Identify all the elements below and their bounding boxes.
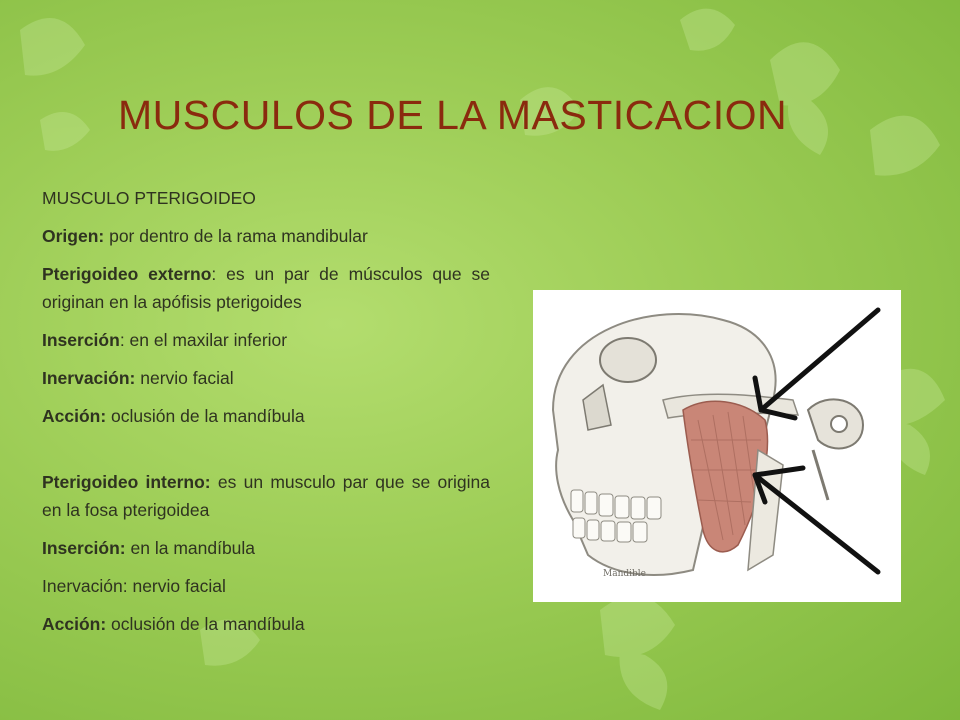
figure-caption: Mandible (603, 569, 646, 579)
externo-insercion (42, 326, 490, 354)
externo-label: Pterigoideo externo (42, 264, 212, 284)
externo-inervacion-label: Inervación: (42, 368, 136, 388)
interno-text: es un musculo par que se origina en la fosa pterigoidea (42, 472, 491, 520)
interno-insercion (42, 534, 490, 562)
skull-drawing (533, 290, 901, 602)
externo-description (42, 260, 490, 316)
externo-insercion-text: : en el maxilar inferior (119, 330, 288, 350)
externo-accion-text: oclusión de la mandíbula (106, 406, 305, 426)
externo-text: : es un par de músculos que se originan en la apófisis pterigoides (42, 264, 490, 312)
interno-label: Pterigoideo interno: (42, 472, 211, 492)
slide-title: MUSCULOS DE LA MASTICACION (118, 92, 788, 138)
externo-accion (42, 402, 490, 430)
interno-insercion-label: Inserción: (42, 538, 126, 558)
muscle-heading: MUSCULO PTERIGOIDEO (42, 188, 256, 208)
origen-label: Origen: (42, 226, 105, 246)
externo-insercion-label: Inserción (42, 330, 120, 350)
skull-muscle-illustration (533, 290, 901, 602)
styloid-process (813, 450, 828, 500)
arrow-upper (761, 310, 878, 410)
interno-accion-text: oclusión de la mandíbula (106, 614, 305, 634)
origen-line (42, 222, 490, 250)
slide-body (42, 184, 490, 648)
interno-insercion-text: en la mandíbula (125, 538, 256, 558)
ear-canal (831, 416, 847, 432)
interno-inervacion: Inervación: nervio facial (42, 576, 226, 596)
externo-inervacion-text: nervio facial (135, 368, 234, 388)
externo-accion-label: Acción: (42, 406, 107, 426)
origen-text: por dentro de la rama mandibular (104, 226, 368, 246)
orbit (600, 338, 656, 382)
paragraph-spacer (42, 440, 490, 468)
interno-accion (42, 610, 490, 638)
interno-description (42, 468, 490, 524)
externo-inervacion (42, 364, 490, 392)
interno-accion-label: Acción: (42, 614, 107, 634)
